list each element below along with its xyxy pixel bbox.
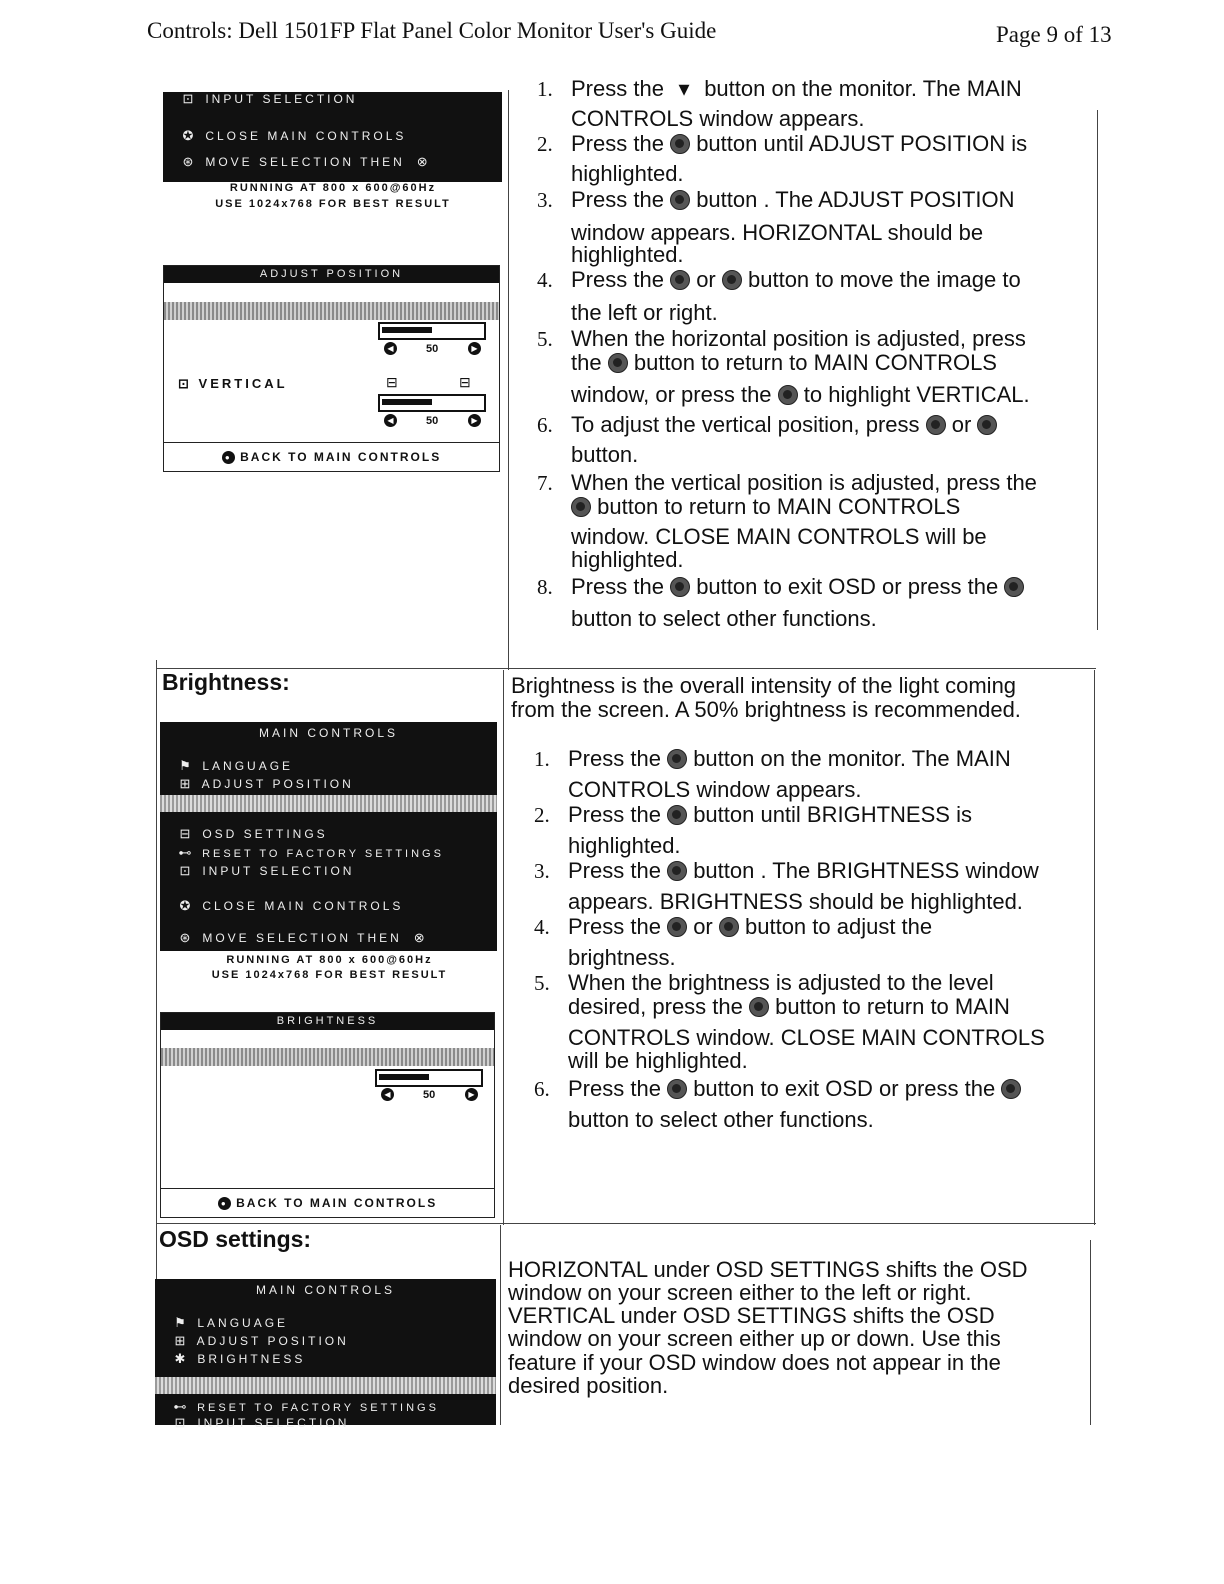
panel-footer: ● BACK TO MAIN CONTROLS: [164, 442, 499, 471]
menu-button-icon: [667, 1079, 687, 1099]
left-icon: ◀: [384, 414, 397, 427]
input-icon: ⊡: [179, 863, 191, 878]
left-button-icon: [667, 917, 687, 937]
table-border-right-bottom: [1090, 1240, 1091, 1425]
screen-icon-2: ⊟: [459, 374, 471, 390]
reset-icon: ⊷: [178, 845, 192, 860]
brightness-icon: ✱: [174, 1351, 186, 1366]
position-icon: ⊞: [174, 1333, 186, 1348]
selected-horizontal: [164, 302, 499, 320]
right-icon: ▶: [468, 414, 481, 427]
right-icon: ▶: [468, 342, 481, 355]
menu-button-icon: [667, 861, 687, 881]
osd-icon: ⊟: [179, 826, 191, 841]
language-icon: ⚑: [174, 1315, 186, 1330]
horizontal-slider: [378, 322, 486, 340]
menu-button-icon: [749, 997, 769, 1017]
close-icon: ✪: [179, 898, 191, 913]
menu-button-icon: [608, 353, 628, 373]
brightness-slider: [375, 1069, 483, 1087]
right-button-icon: [719, 917, 739, 937]
vertical-value: 50: [426, 415, 439, 427]
arrows-icon: ⊛: [179, 930, 191, 945]
selected-brightness-row: [161, 1048, 494, 1066]
reset-icon: ⊷: [173, 1399, 187, 1414]
document-title: Controls: Dell 1501FP Flat Panel Color Monitor User's Guide: [147, 18, 717, 43]
down-button-icon: [670, 134, 690, 154]
input-icon: ⊡: [174, 1415, 186, 1430]
osd-caption-running: RUNNING AT 800 x 600@60Hz: [226, 954, 433, 966]
brightness-value: 50: [423, 1089, 436, 1101]
table-border-right: [1094, 670, 1095, 1225]
menu-button-icon: [571, 497, 591, 517]
table-border-right-top: [1097, 110, 1098, 630]
brightness-heading: Brightness:: [162, 669, 290, 695]
osd-caption-best: USE 1024x768 FOR BEST RESULT: [215, 198, 451, 210]
select-icon: ⊗: [413, 930, 425, 945]
screen-icon: ⊟: [386, 374, 398, 390]
left-button-icon: [670, 270, 690, 290]
osd-main-controls-2: MAIN CONTROLS ⚑ LANGUAGE ⊞ ADJUST POSITION ✱ BRIGHTNESS ⊷ RESET TO FACTORY SETTINGS ⊡ INPUT SELECTION: [155, 1279, 496, 1425]
osd-row-move: ⊛ MOVE SELECTION THEN ⊗: [177, 154, 433, 170]
down-button-icon: [778, 385, 798, 405]
selected-brightness: [160, 795, 497, 812]
select-icon: ⊗: [416, 154, 428, 169]
menu-button-icon: ▾: [678, 76, 690, 101]
horizontal-value: 50: [426, 343, 439, 355]
vertical-slider: [378, 394, 486, 412]
left-icon: ◀: [384, 342, 397, 355]
left-icon: ◀: [381, 1088, 394, 1101]
left-button-icon: [926, 415, 946, 435]
arrows-icon: ⊛: [182, 154, 194, 169]
brightness-intro-1: Brightness is the overall intensity of the light coming: [511, 673, 1017, 698]
row-divider-1: [156, 668, 1096, 669]
vertical-icon: ⊡: [178, 376, 192, 391]
right-button-icon: [977, 415, 997, 435]
selected-osd-settings: [155, 1377, 496, 1394]
menu-button-icon: [670, 577, 690, 597]
osd-main-controls: MAIN CONTROLS ⚑ LANGUAGE ⊞ ADJUST POSITION ⊟ OSD SETTINGS ⊷ RESET TO FACTORY SETTINGS ⊡ INPUT SELECTION ✪ CLOSE MAIN CONTROLS ⊛ MOVE SELECTION THEN ⊗: [160, 722, 497, 951]
table-divider-bottom: [500, 1225, 501, 1425]
close-icon: ✪: [182, 128, 194, 143]
osd-title: MAIN CONTROLS: [255, 1283, 395, 1297]
position-icon: ⊞: [179, 776, 191, 791]
osd-settings-heading: OSD settings:: [159, 1226, 312, 1252]
osd-title: MAIN CONTROLS: [258, 726, 398, 740]
input-icon: ⊡: [182, 91, 194, 106]
menu-button-icon: [667, 749, 687, 769]
menu-button-icon: [670, 190, 690, 210]
brightness-panel: [160, 1012, 495, 1218]
language-icon: ⚑: [179, 758, 191, 773]
down-button-icon: [667, 805, 687, 825]
right-icon: ▶: [465, 1088, 478, 1101]
vertical-label: ⊡ VERTICAL: [178, 376, 288, 391]
page-number: Page 9 of 13: [996, 22, 1112, 47]
brightness-intro-2: from the screen. A 50% brightness is recommended.: [511, 697, 1021, 722]
up-button-icon: [1004, 577, 1024, 597]
osd-caption-best: USE 1024x768 FOR BEST RESULT: [211, 969, 448, 981]
table-divider-top: [508, 90, 509, 670]
panel-title: BRIGHTNESS: [161, 1013, 494, 1030]
osd-main-controls-partial: [163, 92, 502, 182]
adjust-position-panel: [163, 265, 500, 472]
osd-row-input-selection: ⊡ INPUT SELECTION: [177, 91, 357, 107]
up-button-icon: [1001, 1079, 1021, 1099]
adjust-position-steps: 1. Press the ▾ button on the monitor. The MAIN CONTROLS window appears. 2. Press the button until ADJUST POSITION is highlighted. 3. Press the button . The ADJUST POSITION window appears. HORIZONTAL should be highlighted. 4. Press the or button to move the image to the left or right. 5. When the horizontal position is adjusted, press the button to return to MAIN CONTROLS window, or press the to highlight VERTICAL. 6. To adjust the vertical position, press or button. 7. When the vertical position is adjusted, press the button to return to MAIN CONTROLS window. CLOSE MAIN CONTROLS will be highlighted. 8. Press the button to exit OSD or press the button to select other functions.: [537, 76, 1037, 631]
panel-footer: ● BACK TO MAIN CONTROLS: [161, 1188, 494, 1217]
right-button-icon: [722, 270, 742, 290]
osd-row-close: ✪ CLOSE MAIN CONTROLS: [177, 128, 406, 144]
table-divider-mid: [503, 670, 504, 1225]
row-divider-2: [156, 1223, 1096, 1224]
osd-caption-running: RUNNING AT 800 x 600@60Hz: [229, 182, 437, 194]
panel-title: ADJUST POSITION: [164, 266, 499, 283]
brightness-steps: 1. Press the button on the monitor. The MAIN CONTROLS window appears. 2. Press the button until BRIGHTNESS is highlighted. 3. Press the button . The BRIGHTNESS window appears. BRIGHTNESS should be highlighted. 4. Press the or button to adjust the brightness. 5. When the brightness is adjusted to the level desired, press the button to return to MAIN CONTROLS window. CLOSE MAIN CONTROLS will be highlighted. 6. Press the button to exit OSD or press the button to select other functions.: [534, 746, 1045, 1132]
